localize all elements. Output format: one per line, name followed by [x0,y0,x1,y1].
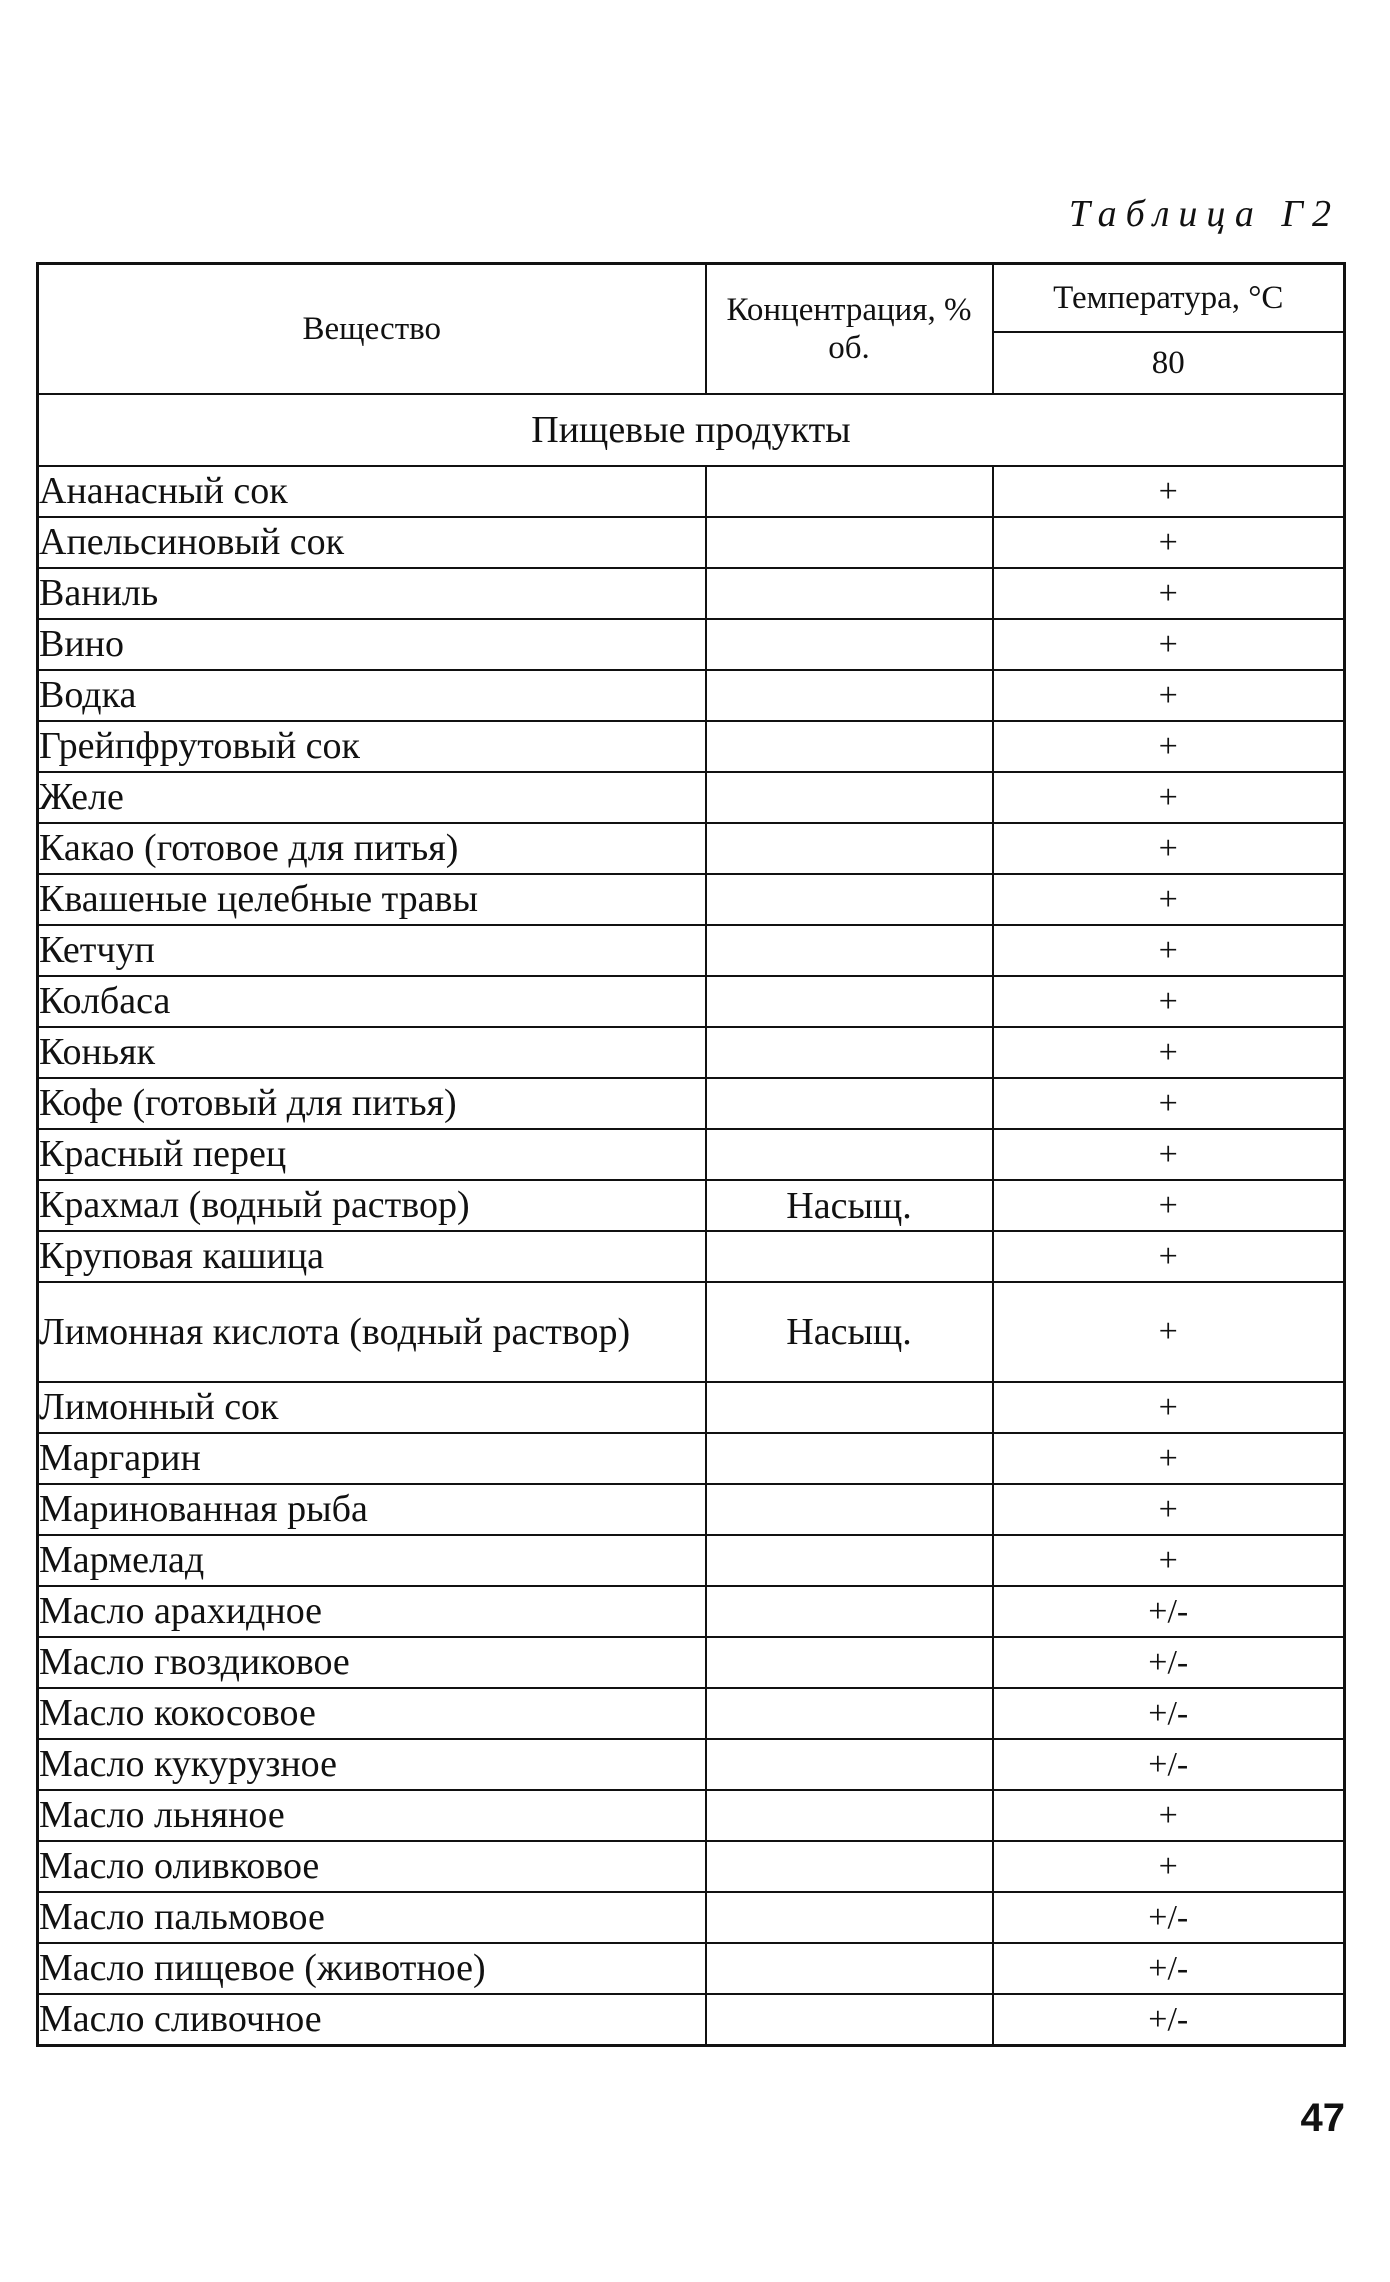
table-row [38,1994,1345,2046]
substance-cell: Ананасный сок [38,466,706,517]
value-cell: + [993,1790,1345,1841]
table-row [38,1688,1345,1739]
value-cell: + [993,721,1345,772]
table-row [38,1484,1345,1535]
table-row [38,925,1345,976]
concentration-cell [706,1078,993,1129]
value-cell: + [993,517,1345,568]
concentration-cell [706,1637,993,1688]
header-temp-value: 80 [993,332,1345,394]
concentration-cell [706,1433,993,1484]
substance-cell: Кетчуп [38,925,706,976]
substance-cell: Кофе (готовый для питья) [38,1078,706,1129]
concentration-cell [706,1484,993,1535]
table-row [38,1180,1345,1231]
concentration-cell [706,517,993,568]
header-substance: Вещество [38,264,706,395]
substance-cell: Маринованная рыба [38,1484,706,1535]
concentration-cell [706,1892,993,1943]
value-cell: +/- [993,1739,1345,1790]
value-cell: + [993,1027,1345,1078]
table-row [38,1841,1345,1892]
table-row [38,1129,1345,1180]
substance-cell: Колбаса [38,976,706,1027]
concentration-cell [706,823,993,874]
value-cell: + [993,1231,1345,1282]
substance-cell: Масло кукурузное [38,1739,706,1790]
value-cell: + [993,1841,1345,1892]
value-cell: +/- [993,1637,1345,1688]
value-cell: + [993,976,1345,1027]
substance-cell: Мармелад [38,1535,706,1586]
table-row [38,1382,1345,1433]
substance-cell: Масло арахидное [38,1586,706,1637]
substance-cell: Ваниль [38,568,706,619]
value-cell: + [993,1433,1345,1484]
substance-cell: Масло пальмовое [38,1892,706,1943]
value-cell: + [993,823,1345,874]
substance-cell: Масло пищевое (животное) [38,1943,706,1994]
table-row [38,823,1345,874]
concentration-cell [706,466,993,517]
table-row [38,568,1345,619]
value-cell: + [993,568,1345,619]
value-cell: + [993,1078,1345,1129]
page-number: 47 [1300,2096,1345,2140]
section-row [38,394,1345,466]
substance-cell: Коньяк [38,1027,706,1078]
substance-cell: Масло льняное [38,1790,706,1841]
concentration-cell [706,1943,993,1994]
concentration-cell [706,874,993,925]
value-cell: +/- [993,1892,1345,1943]
value-cell: + [993,1484,1345,1535]
concentration-cell [706,772,993,823]
concentration-cell [706,1688,993,1739]
value-cell: + [993,1282,1345,1382]
table-row [38,670,1345,721]
substance-cell: Лимонная кислота (водный раствор) [38,1282,706,1382]
substance-cell: Масло гвоздиковое [38,1637,706,1688]
table-row [38,1535,1345,1586]
header-temperature: Температура, °С [993,264,1345,333]
concentration-cell [706,1739,993,1790]
substance-cell: Маргарин [38,1433,706,1484]
substance-cell: Масло сливочное [38,1994,706,2046]
concentration-cell: Насыщ. [706,1282,993,1382]
concentration-cell [706,1790,993,1841]
resistance-table [36,262,1346,2047]
substance-cell: Водка [38,670,706,721]
header-concentration-text: Концентрация, % об. [726,292,972,366]
table-row [38,1943,1345,1994]
concentration-cell [706,1994,993,2046]
value-cell: + [993,1129,1345,1180]
table-header-row [38,264,1345,333]
concentration-cell [706,925,993,976]
concentration-cell [706,976,993,1027]
value-cell: + [993,1382,1345,1433]
substance-cell: Желе [38,772,706,823]
substance-cell: Вино [38,619,706,670]
table-row [38,1078,1345,1129]
substance-cell: Лимонный сок [38,1382,706,1433]
substance-cell: Крахмал (водный раствор) [38,1180,706,1231]
substance-cell: Красный перец [38,1129,706,1180]
substance-cell: Грейпфрутовый сок [38,721,706,772]
value-cell: + [993,466,1345,517]
concentration-cell [706,1027,993,1078]
value-cell: +/- [993,1943,1345,1994]
header-concentration [706,264,993,395]
concentration-cell: Насыщ. [706,1180,993,1231]
table-row [38,721,1345,772]
concentration-cell [706,1535,993,1586]
substance-cell: Какао (готовое для питья) [38,823,706,874]
table-row [38,874,1345,925]
table-row [38,976,1345,1027]
substance-cell: Квашеные целебные травы [38,874,706,925]
value-cell: +/- [993,1688,1345,1739]
substance-cell: Масло кокосовое [38,1688,706,1739]
value-cell: + [993,925,1345,976]
concentration-cell [706,568,993,619]
value-cell: + [993,1180,1345,1231]
table-row [38,1739,1345,1790]
value-cell: + [993,772,1345,823]
concentration-cell [706,1382,993,1433]
table-row [38,1637,1345,1688]
concentration-cell [706,1129,993,1180]
value-cell: + [993,1535,1345,1586]
concentration-cell [706,1586,993,1637]
table-row [38,772,1345,823]
concentration-cell [706,1231,993,1282]
table-row [38,517,1345,568]
table-row [38,1027,1345,1078]
concentration-cell [706,1841,993,1892]
value-cell: + [993,619,1345,670]
substance-cell: Круповая кашица [38,1231,706,1282]
table-row [38,466,1345,517]
concentration-cell [706,721,993,772]
substance-cell: Масло оливковое [38,1841,706,1892]
value-cell: + [993,670,1345,721]
table-row [38,1282,1345,1382]
table-row [38,1231,1345,1282]
substance-cell: Апельсиновый сок [38,517,706,568]
table-caption: Таблица Г2 [1068,193,1340,235]
concentration-cell [706,670,993,721]
value-cell: +/- [993,1586,1345,1637]
table-row [38,1433,1345,1484]
table-row [38,619,1345,670]
section-title: Пищевые продукты [38,394,1345,466]
value-cell: + [993,874,1345,925]
concentration-cell [706,619,993,670]
value-cell: +/- [993,1994,1345,2046]
table-row [38,1790,1345,1841]
table-row [38,1892,1345,1943]
table-row [38,1586,1345,1637]
